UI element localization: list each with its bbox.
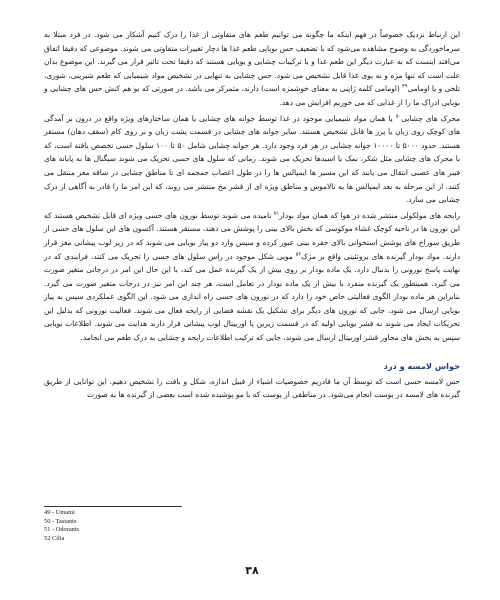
footnote-50: 50 - Tastants — [44, 517, 77, 525]
paragraph-text: محرک های چشایی — [401, 113, 461, 123]
document-page — [44, 28, 460, 588]
paragraph-smell — [44, 209, 460, 345]
footnote-51: 51 - Odorants — [44, 526, 80, 534]
paragraph-text: رایحه های مولکولی منتشر شده در هوا که همان مواد بودار — [279, 210, 460, 220]
page-number: ۳۸ — [245, 564, 259, 577]
paragraph-text: مویی شکل موجود در راس سلول های حسی را تحریک می کنند، فرایندی که در نهایت پاسخ نورونی را بدنبال دارد. یک ماده بودار بر روی بیش از یک گیرنده عمل می کند، با این حال این امر در درجاتی متغیر صورت می گیرد. همینطور یک گیرنده منفرد با بیش از یک ماده بودار در تعامل است، هر چند این امر نیز در درجات متغیر صورت می گیرد. بنابراین هر ماده بودار الگوی فعالیتی خاص خود را دارد که در نورون های حسی راه اندازی می شود. این الگوی عملکردی سپس به پیاز بویایی ارسال می شود، جایی که نورون های دیگر برای تشکیل یک نقشه فضایی از رایحه فعال می شوند. فعالیت نورونی که بدلیل این تحریکات ایجاد می شوند به قشر بویایی اولیه که در قسمت زیرین پا اوربیتال لوب پیشانی قرار دارند هدایت می شوند. اطلاعات بویایی سپس به بخش های مجاور قشر اوربیتال ارسال می شوند، جایی که ترکیب اطلاعات رایحه و چشایی به درک طعم می انجامد. — [44, 251, 460, 343]
paragraph-text: یا همان مواد شیمیایی موجود در غذا توسط جوانه های چشایی یا همان ساختارهای ویژه واقع در درون بر آمدگی های کوچک روی زبان یا پرز ها قابل تشخیص هستند. سایر جوانه های چشایی در قسمت پشت زبان و بر روی کام (سقف دهان) مستقر هستند. حدود ۵۰۰۰ تا ۱۰۰۰۰ جوانه چشایی در هر فرد وجود دارد. هر جوانه چشایی شامل ۵۰ تا ۱۰۰ سلول حسی تخصص یافته است، که با محرک های چشایی مثل شکر، نمک یا اسیدها تحریک می شوند. زمانی که سلول های حسی تحریک می شوند سیگنال ها به پایانه های فیبر های عصبی انتقال می یابند که این مسیر ها ایمپالس ها را در طول اعصاب جمجمه ای تا مناطق چشایی در ساقه مغز منتقل می کنند. از این مرحله به بعد ایمپالس ها به تالاموس و مناطق ویژه ای از قشر مخ منتشر می روند، که این امر ما را قادر به آگاهی از درک چشایی می سازد. — [44, 113, 460, 205]
paragraph-text: این ارتباط نزدیک خصوصاً در فهم اینکه ما چگونه می توانیم طعم های متفاوتی از غذا را درک کنیم آشکار می شود. در فرد مبتلا به سرماخوردگی به وضوح مشاهده می‌شود که با تضعیف حس بویایی طعم غذا ها دچار تغییرات متفاوتی می شوند. موضوعی که دقیقا اتفاق می‌افتد اینست که به عبارت دیگر این طعم غذا و یا ترکیبات چشایی و بویایی هستند که دقیقا تحت تاثیر قرار می گیرند. این موضوع بدان علت است که تنها مزه و نه بوی غذا قابل تشخیص می شود. حس چشایی به تنهایی در تشخیص مواد شیمیایی که طعم شیرینی، شوری، تلخی و یا اومامی — [44, 30, 460, 94]
footnote-ref-52: ۵۲ — [295, 251, 302, 258]
paragraph-taste — [44, 112, 460, 207]
footnotes — [44, 509, 79, 543]
footnote-49: 49 - Umami — [44, 509, 75, 516]
footnote-ref-50: ۵۰ — [395, 113, 402, 120]
paragraph-text: (اومامی کلمه ژاپنی به معنای خوشمزه است) دارند، متمرکز می باشد. در صورتی که بو هم کنش حس های چشایی و بویایی ادراک ما را از غذایی که می خوریم افزایش می دهد. — [44, 84, 460, 107]
footnote-ref-49: ۴۹ — [402, 83, 408, 90]
footnote-52: 52 Cilia — [44, 534, 65, 542]
paragraph-text: نامیده می شوند توسط نورون های حسی ویژه ای قابل تشخیص هستند که این نورون ها در ناحیه کوچک غشاء موکوسی که بخش بالای بینی را پوشش می دهند، مستقر هستند. آکسون های این سلول های حسی از طریق سوراخ های پوشش استخوانی بالای حفره بینی عبور کرده و سپس وارد دو پیاز بویایی می شوند که در زیر لوب پیشانی مغز قرار دارند. مواد بودار گیرنده های پروتئینی واقع بر مژک — [43, 210, 460, 261]
section-heading: حواس لامسه و درد — [383, 360, 460, 371]
paragraph-flavor-intro — [44, 28, 460, 110]
footnote-divider — [44, 506, 182, 507]
paragraph-touch: حس لامسه حسی است که توسط آن ما قادریم خصوصیات اشیاء از قبیل اندازه، شکل و بافت را تشخیص دهیم. این توانایی از طریق گیرنده های لامسه در پوست انجام می‌شود. در مناطقی از پوست که با مو پوشیده شده است بعضی از گیرنده ها به صورت — [44, 376, 460, 400]
footnote-ref-51: ۵۱ — [273, 210, 280, 217]
